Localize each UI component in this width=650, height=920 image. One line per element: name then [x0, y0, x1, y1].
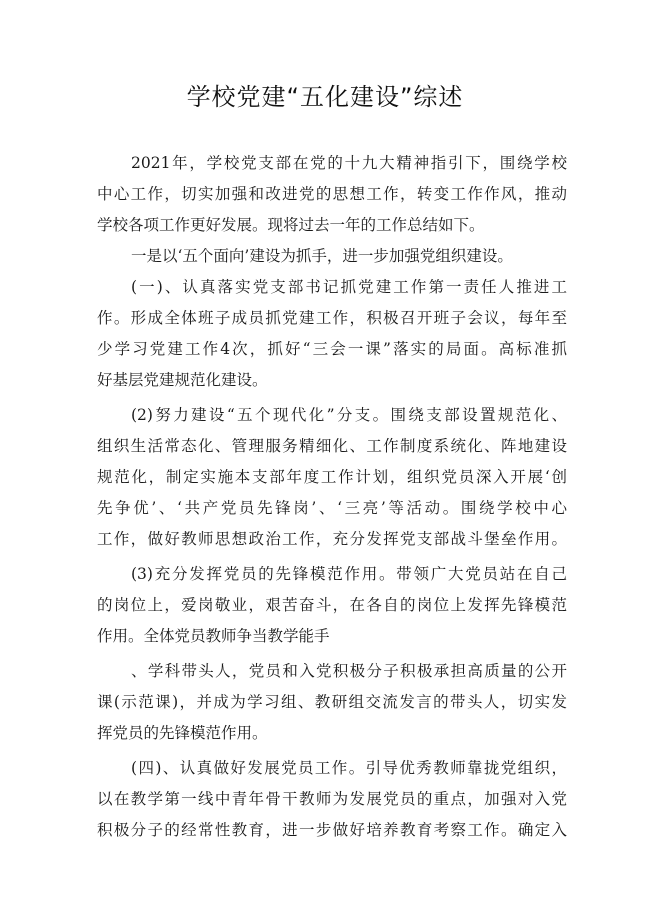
paragraph-line: 少学习党建工作4次，抓好“三会一课”落实的局面。高标准抓 [97, 340, 567, 358]
paragraph-line: 作用。全体党员教师争当教学能手 [97, 627, 330, 645]
paragraph-line: 规范化，制定实施本支部年度工作计划，组织党员深入开展‘创 [97, 468, 567, 486]
paragraph-line: 组织生活常态化、管理服务精细化、工作制度系统化、阵地建设 [97, 437, 567, 455]
paragraph-line: 的岗位上，爱岗敬业，艰苦奋斗，在各自的岗位上发挥先锋模范 [97, 596, 567, 614]
paragraph-line: 作。形成全体班子成员抓党建工作，积极召开班子会议，每年至 [97, 309, 567, 327]
paragraph-line: 学校各项工作更好发展。现将过去一年的工作总结如下。 [97, 216, 485, 234]
paragraph-line: (3)充分发挥党员的先锋模范作用。带领广大党员站在自己 [131, 565, 567, 583]
paragraph-line: 、学科带头人，党员和入党积极分子积极承担高质量的公开 [131, 662, 567, 680]
document-title: 学校党建“五化建设”综述 [186, 83, 464, 111]
paragraph-line: 积极分子的经常性教育，进一步做好培养教育考察工作。确定入 [97, 821, 567, 839]
section-heading-line: 一是以‘五个面向’建设为抓手，进一步加强党组织建设。 [131, 247, 513, 265]
paragraph-line: 工作，做好教师思想政治工作，充分发挥党支部战斗堡垒作用。 [97, 530, 567, 548]
paragraph-line: 先争优’、‘共产党员先锋岗’、‘三亮’等活动。围绕学校中心 [97, 499, 567, 517]
paragraph-line: 2021年，学校党支部在党的十九大精神指引下，围绕学校 [131, 154, 567, 172]
paragraph-line: 好基层党建规范化建设。 [97, 371, 268, 389]
paragraph-line: (2)努力建设“五个现代化”分支。围绕支部设置规范化、 [131, 406, 567, 424]
paragraph-line: (四)、认真做好发展党员工作。引导优秀教师靠拢党组织， [131, 759, 567, 777]
paragraph-line: 挥党员的先锋模范作用。 [97, 724, 268, 742]
paragraph-line: 中心工作，切实加强和改进党的思想工作，转变工作作风，推动 [97, 185, 567, 203]
paragraph-line: 以在教学第一线中青年骨干教师为发展党员的重点，加强对入党 [97, 790, 567, 808]
paragraph-line: (一)、认真落实党支部书记抓党建工作第一责任人推进工 [131, 278, 567, 296]
document-body [97, 148, 567, 846]
paragraph-line: 课(示范课)，并成为学习组、教研组交流发言的带头人，切实发 [97, 693, 567, 711]
